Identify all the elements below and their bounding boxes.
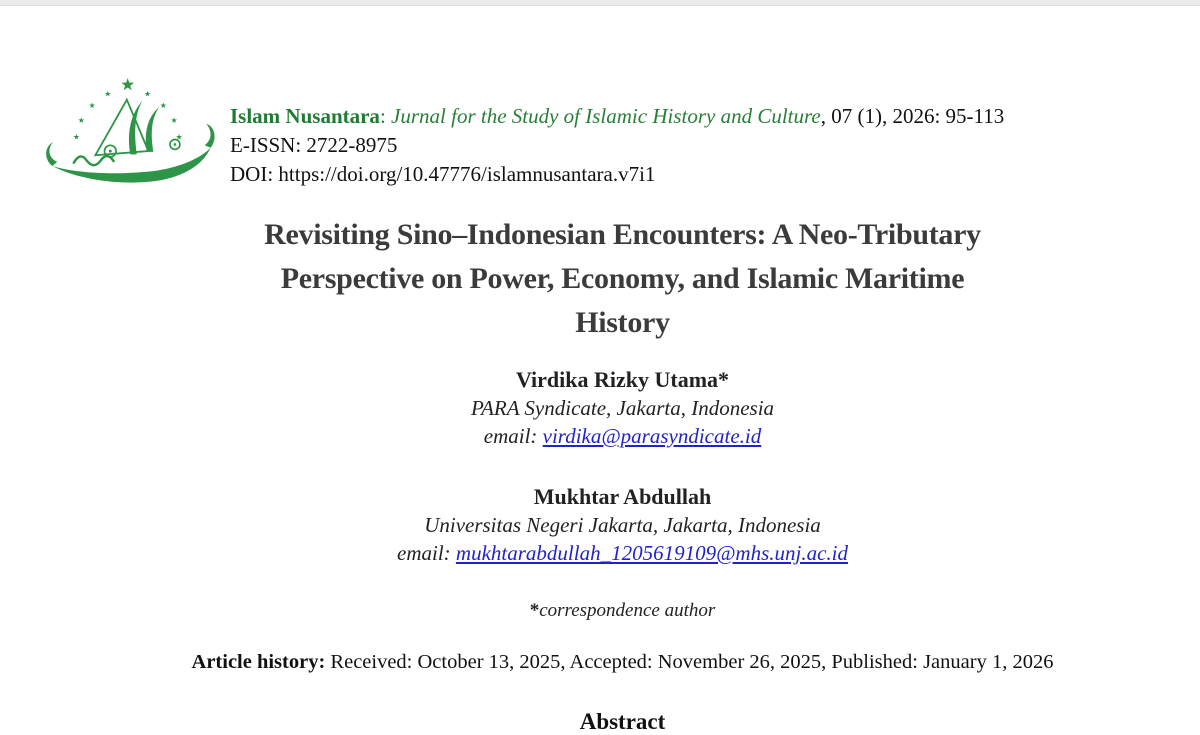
correspondence-asterisk: * [529, 600, 540, 621]
author-2-name: Mukhtar Abdullah [533, 484, 712, 509]
author-1-email-link[interactable]: virdika@parasyndicate.id [542, 424, 762, 448]
journal-name: Islam Nusantara [230, 104, 380, 128]
correspondence-text: correspondence author [539, 600, 716, 621]
journal-separator: : [379, 104, 392, 128]
author-2-email-label: email: [397, 541, 456, 565]
journal-doi: DOI: https://doi.org/10.47776/islamnusantara.v7i1 [230, 162, 656, 186]
journal-subtitle: Jurnal for the Study of Islamic History and Culture [391, 104, 821, 128]
correspondence-note [45, 600, 1200, 622]
abstract-heading: Abstract [579, 709, 666, 734]
author-2-email-line [45, 539, 1200, 567]
article-header [45, 0, 1200, 734]
author-1-affiliation: PARA Syndicate, Jakarta, Indonesia [470, 396, 775, 420]
article-history-dates: Received: October 13, 2025, Accepted: November 26, 2025, Published: January 1, 2026 [330, 651, 1054, 673]
paper-title-line-2: Perspective on Power, Economy, and Islamic Maritime [280, 262, 965, 295]
paper-title [45, 213, 1200, 345]
author-2-affiliation: Universitas Negeri Jakarta, Jakarta, Indonesia [424, 513, 821, 537]
paper-title-line-1: Revisiting Sino–Indonesian Encounters: A Neo-Tributary [264, 218, 981, 251]
journal-issue-info: , 07 (1), 2026: 95-113 [820, 104, 1005, 128]
author-1-email-line [45, 422, 1200, 450]
article-history [45, 651, 1200, 674]
author-block-2 [45, 483, 1200, 567]
article-history-label: Article history: [191, 651, 331, 673]
paper-title-line-3: History [575, 306, 670, 339]
author-1-name: Virdika Rizky Utama* [515, 367, 730, 392]
author-1-email-label: email: [483, 424, 543, 448]
author-block-1 [45, 366, 1200, 450]
author-2-email-link[interactable]: mukhtarabdullah_1205619109@mhs.unj.ac.id [455, 541, 848, 565]
journal-eissn: E-ISSN: 2722-8975 [230, 133, 398, 157]
